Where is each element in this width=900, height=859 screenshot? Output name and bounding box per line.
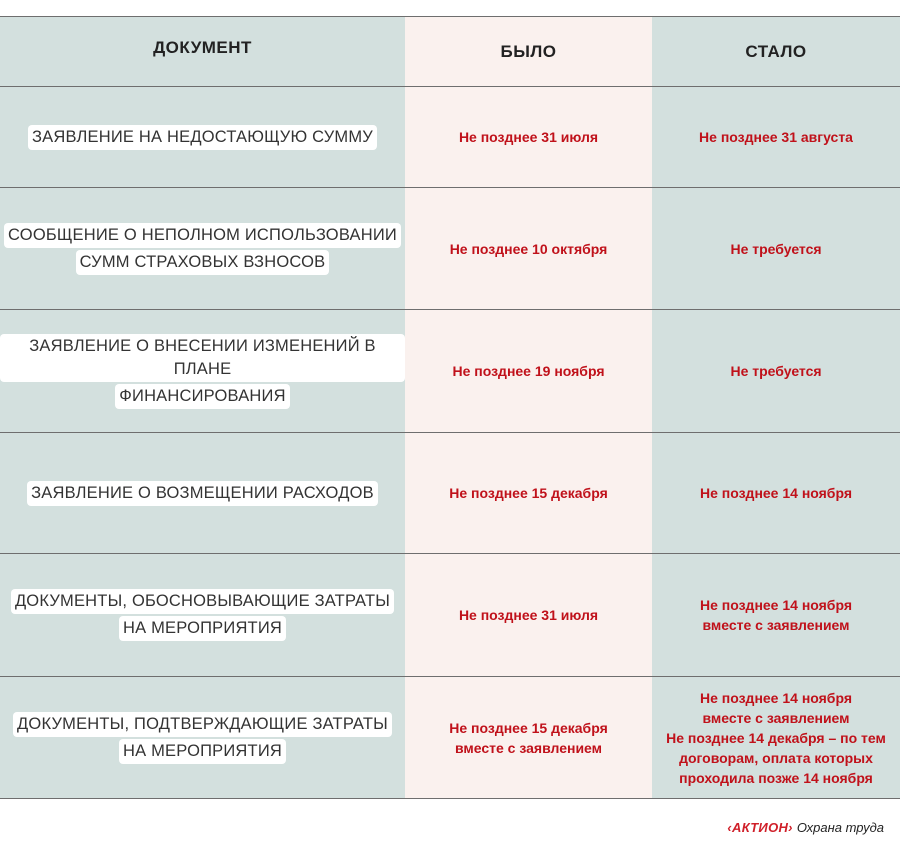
table-row xyxy=(0,554,900,676)
was-deadline-line: Не позднее 10 октября xyxy=(449,240,608,257)
document-name-line: ДОКУМЕНТЫ, ОБОСНОВЫВАЮЩИЕ ЗАТРАТЫ xyxy=(11,589,394,614)
now-deadline-line: Не требуется xyxy=(730,240,822,257)
was-deadline-line: вместе с заявлением xyxy=(454,739,603,756)
document-name-line: ЗАЯВЛЕНИЕ О ВНЕСЕНИИ ИЗМЕНЕНИЙ В ПЛАНЕ xyxy=(0,334,405,382)
brand-name: ‹АКТИОН› xyxy=(727,820,793,835)
was-deadline xyxy=(450,239,608,259)
document-name-line: НА МЕРОПРИЯТИЯ xyxy=(119,739,286,764)
table-row xyxy=(0,433,900,553)
document-name-line: ЗАЯВЛЕНИЕ О ВОЗМЕЩЕНИИ РАСХОДОВ xyxy=(27,481,378,506)
was-deadline xyxy=(459,605,598,625)
document-name-line: НА МЕРОПРИЯТИЯ xyxy=(119,616,286,641)
table-rule xyxy=(0,798,900,799)
document-name-line: СООБЩЕНИЕ О НЕПОЛНОМ ИСПОЛЬЗОВАНИИ xyxy=(4,223,401,248)
table-row xyxy=(0,87,900,187)
document-name-line: ДОКУМЕНТЫ, ПОДТВЕРЖДАЮЩИЕ ЗАТРАТЫ xyxy=(13,712,392,737)
header-was: БЫЛО xyxy=(500,42,557,61)
header-document: ДОКУМЕНТ xyxy=(153,38,252,57)
document-name xyxy=(4,222,401,276)
now-deadline-line: Не требуется xyxy=(730,363,822,379)
was-deadline-line: Не позднее 31 июля xyxy=(458,607,599,623)
document-name-line: СУММ СТРАХОВЫХ ВЗНОСОВ xyxy=(76,250,330,275)
document-name xyxy=(27,480,378,507)
header-now: СТАЛО xyxy=(745,42,807,61)
footer-logo[interactable] xyxy=(727,820,884,835)
was-deadline-line: Не позднее 31 июля xyxy=(458,129,599,145)
now-deadline xyxy=(730,361,821,381)
now-deadline xyxy=(730,239,821,259)
document-name-line: ФИНАНСИРОВАНИЯ xyxy=(115,384,289,409)
table-row xyxy=(0,188,900,309)
now-deadline-line: вместе с заявлением xyxy=(702,709,850,726)
document-name-line: ЗАЯВЛЕНИЕ НА НЕДОСТАЮЩУЮ СУММУ xyxy=(28,125,377,150)
now-deadline-line: Не позднее 31 августа xyxy=(699,129,853,145)
table-row xyxy=(0,677,900,798)
now-deadline-line: Не позднее 14 декабря – по тем xyxy=(666,729,886,746)
now-deadline-line: вместе с заявлением xyxy=(702,617,850,633)
now-deadline-line: Не позднее 14 ноября xyxy=(699,689,852,706)
now-deadline xyxy=(700,595,852,635)
now-deadline xyxy=(700,483,852,503)
now-deadline-line: договорам, оплата которых xyxy=(679,749,873,766)
table-row xyxy=(0,310,900,432)
product-name: Охрана труда xyxy=(796,820,884,835)
comparison-table xyxy=(0,16,900,799)
document-name xyxy=(28,124,377,151)
was-deadline-line: Не позднее 19 ноября xyxy=(452,363,605,379)
was-deadline xyxy=(459,127,598,147)
document-name xyxy=(11,588,394,642)
now-deadline-line: Не позднее 14 ноября xyxy=(699,485,852,501)
document-name xyxy=(0,333,405,410)
document-name xyxy=(13,711,392,765)
was-deadline xyxy=(449,718,607,758)
was-deadline-line: Не позднее 15 декабря xyxy=(449,719,608,736)
now-deadline-line: проходила позже 14 ноября xyxy=(679,769,873,786)
now-deadline xyxy=(666,688,886,788)
was-deadline-line: Не позднее 15 декабря xyxy=(449,485,608,501)
was-deadline xyxy=(449,483,607,503)
header-row xyxy=(0,17,900,86)
was-deadline xyxy=(452,361,604,381)
now-deadline xyxy=(699,127,853,147)
now-deadline-line: Не позднее 14 ноября xyxy=(699,597,852,613)
